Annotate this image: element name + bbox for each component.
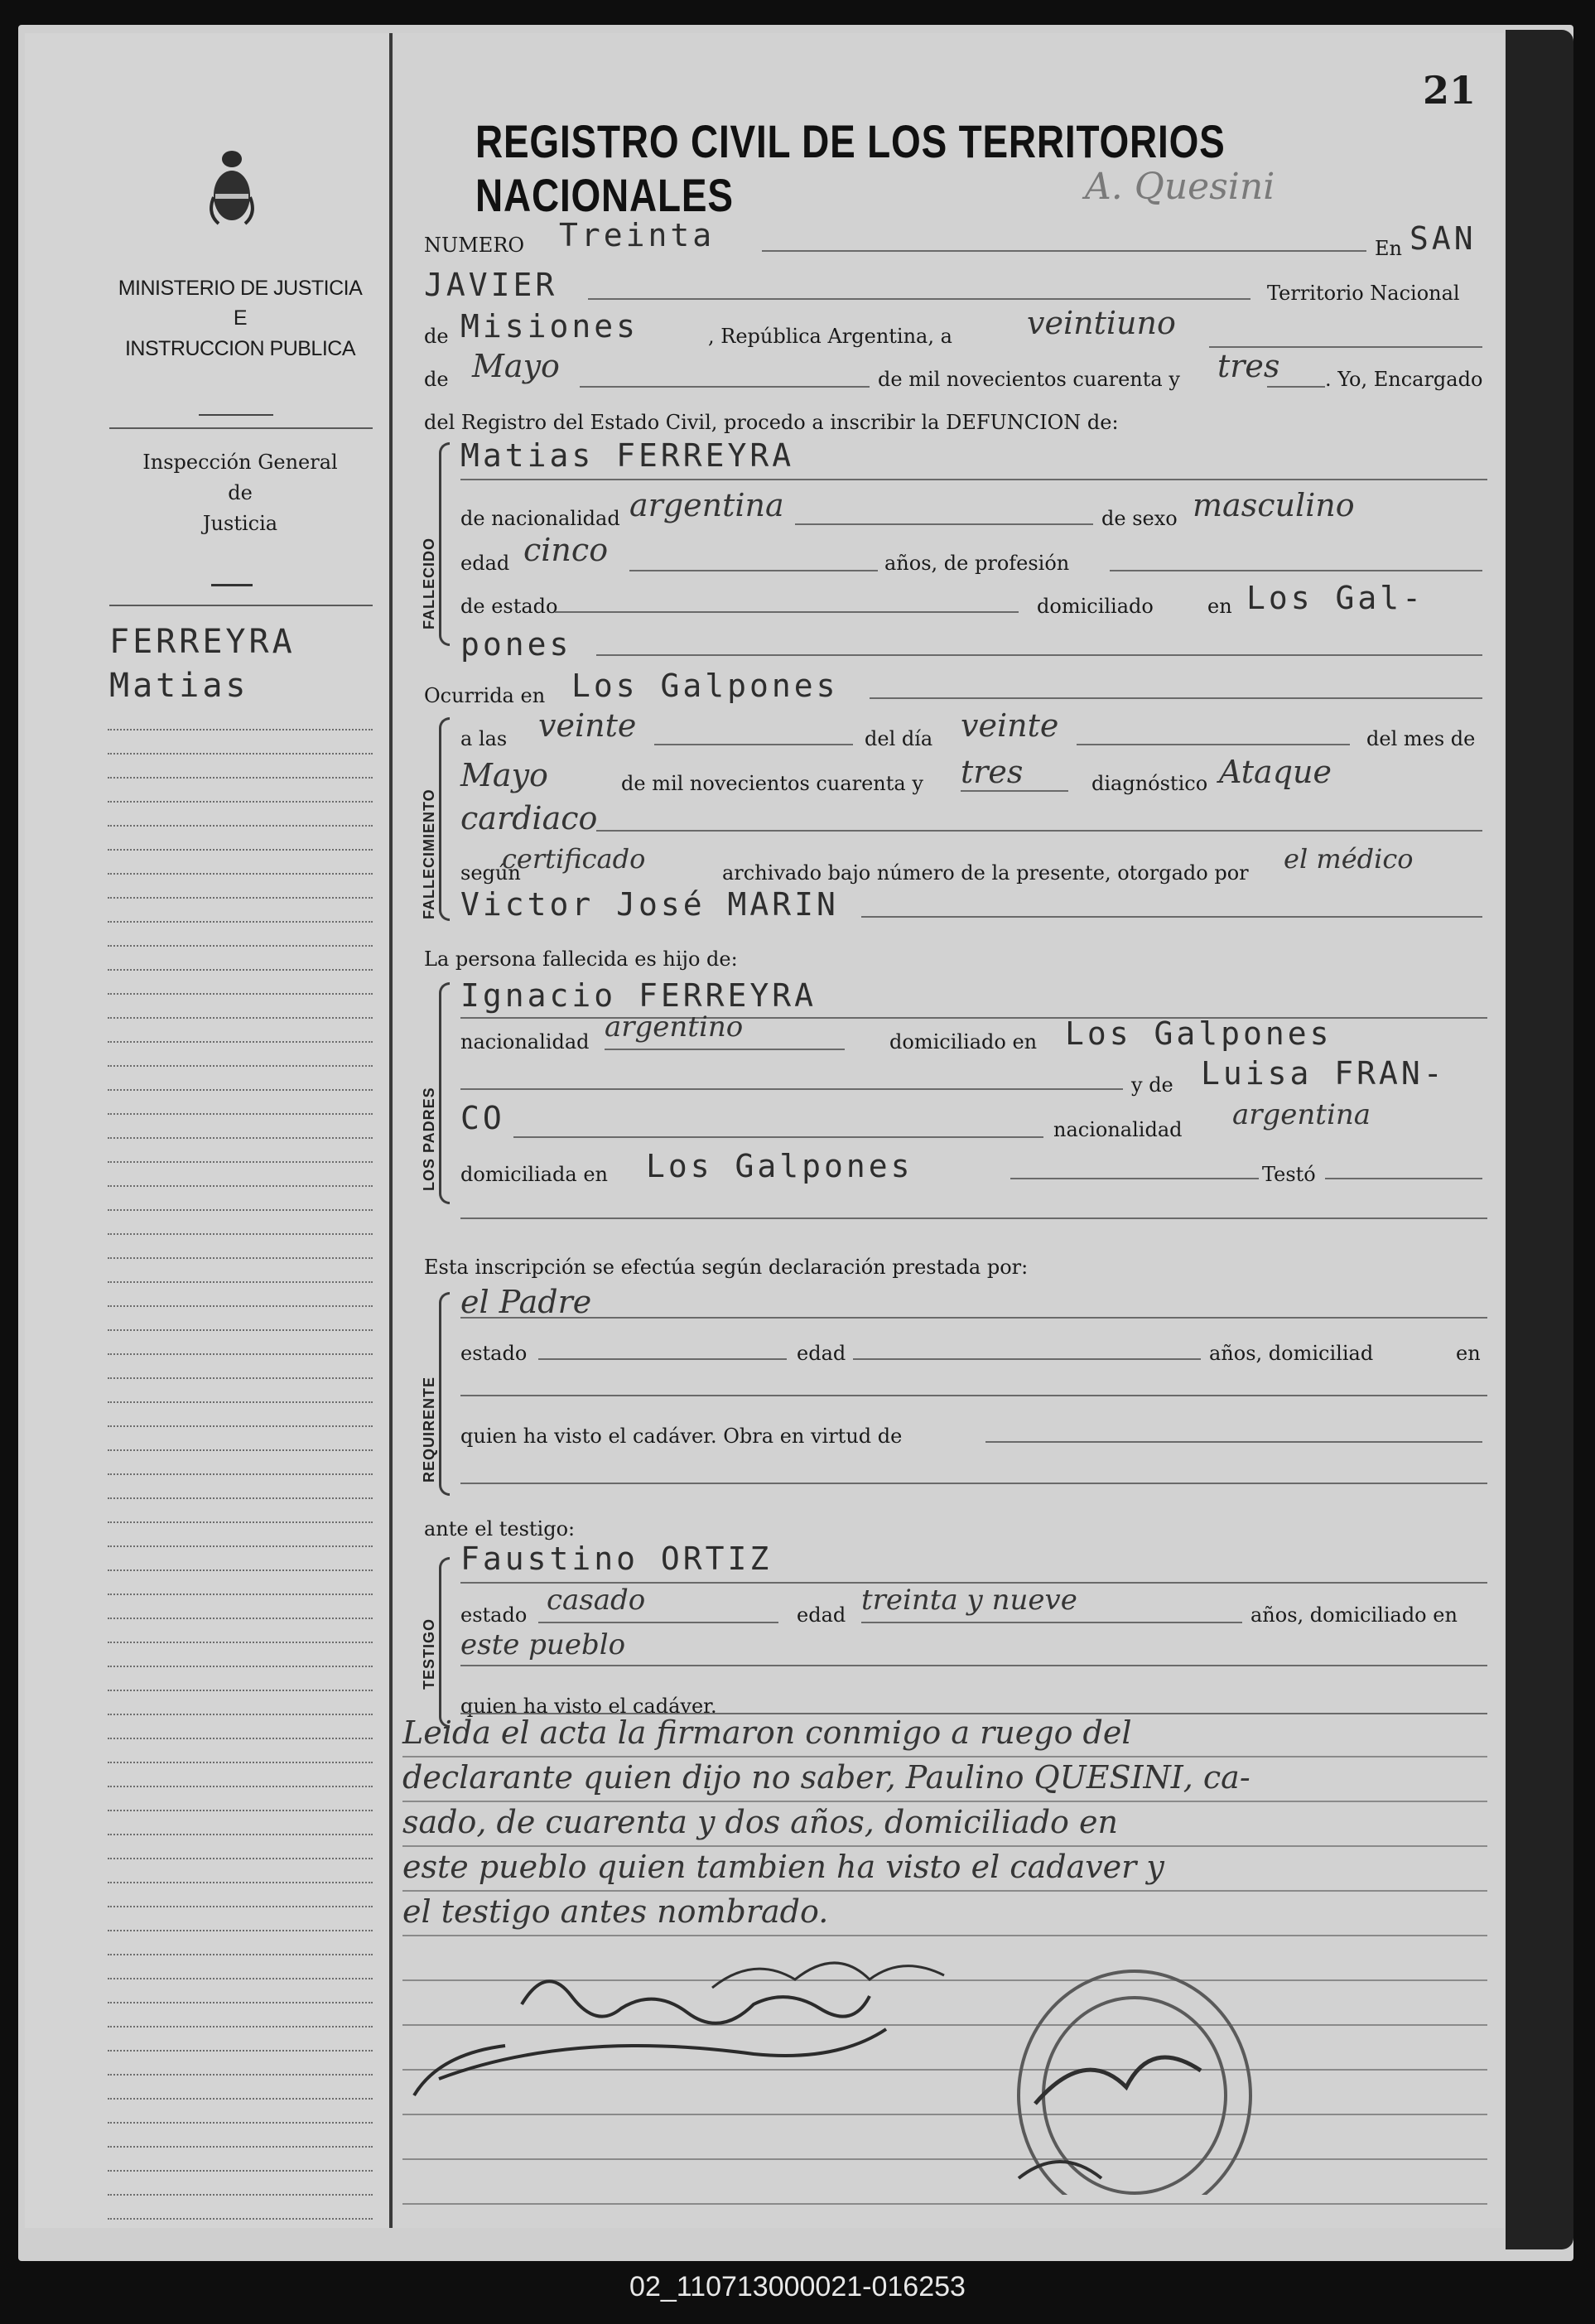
label-domiciliado: domiciliado	[1037, 595, 1154, 618]
note-line-4: este pueblo quien tambien ha visto el cadaver y	[402, 1849, 1164, 1885]
field-testigo-estado: casado	[547, 1584, 646, 1617]
fill-line	[538, 1622, 778, 1623]
page-title: REGISTRO CIVIL DE LOS TERRITORIOS NACIONALES	[475, 115, 1226, 221]
inspection-line-3: Justicia	[202, 512, 278, 536]
label-quien-obra: quien ha visto el cadáver. Obra en virtud de	[460, 1425, 903, 1448]
inspection-line-2: de	[228, 481, 253, 505]
margin-annotation-name: Matias	[109, 667, 249, 705]
margin-rule	[108, 1041, 373, 1043]
margin-rule	[108, 2050, 373, 2052]
margin-rule	[108, 1281, 373, 1283]
margin-rule	[108, 1978, 373, 1979]
book-spine	[1506, 30, 1573, 2249]
label-domiciliada-en: domiciliada en	[460, 1163, 608, 1186]
margin-rule	[108, 1233, 373, 1235]
label-anos-domiciliad: años, domiciliad	[1209, 1342, 1374, 1365]
page-number: 21	[1423, 68, 1477, 113]
ministry-divider	[199, 414, 273, 416]
fill-line	[985, 1441, 1482, 1443]
note-rule	[402, 2203, 1487, 2205]
note-rule	[402, 1756, 1487, 1757]
ministry-line-1: MINISTERIO DE JUSTICIA	[118, 277, 363, 300]
margin-rule	[108, 969, 373, 971]
field-testigo-domicilio: este pueblo	[460, 1628, 626, 1661]
margin-rule	[109, 605, 373, 606]
field-padre: Ignacio FERREYRA	[460, 977, 817, 1014]
label-edad: edad	[460, 552, 510, 575]
fill-line	[605, 1049, 845, 1050]
margin-rule	[108, 1906, 373, 1907]
label-republica: , República Argentina, a	[708, 325, 952, 348]
margin-rule	[108, 1137, 373, 1139]
brace-fallecimiento	[439, 717, 450, 921]
label-domiciliado-en: domiciliado en	[889, 1030, 1038, 1054]
field-numero: Treinta	[559, 217, 716, 253]
note-rule	[402, 1845, 1487, 1847]
ministry-line-3: INSTRUCCION PUBLICA	[124, 336, 356, 360]
margin-rule	[108, 2026, 373, 2027]
margin-rule	[108, 2002, 373, 2003]
margin-rule	[108, 1113, 373, 1115]
field-diagnostico-2: cardiaco	[460, 800, 598, 837]
note-line-3: sado, de cuarenta y dos años, domiciliado en	[402, 1804, 1118, 1840]
label-testo: Testó	[1262, 1163, 1316, 1186]
label-anos-profesion: años, de profesión	[884, 552, 1070, 575]
fill-line	[961, 790, 1068, 792]
field-mes: Mayo	[472, 348, 560, 384]
label-mil-novecientos: de mil novecientos cuarenta y	[878, 368, 1180, 391]
field-lugar-2: JAVIER	[424, 267, 558, 303]
margin-rule	[108, 1353, 373, 1355]
margin-rule	[108, 1545, 373, 1547]
field-lugar-1: SAN	[1409, 220, 1477, 257]
margin-rule	[108, 2098, 373, 2100]
label-segun: según	[460, 861, 521, 885]
margin-rule	[108, 1594, 373, 1595]
field-madre-2: CO	[460, 1100, 505, 1136]
margin-rule	[108, 1786, 373, 1787]
ministry-name	[108, 273, 373, 364]
label-registro: del Registro del Estado Civil, procedo a inscribir la DEFUNCION de:	[424, 411, 1119, 434]
margin-rule	[108, 1473, 373, 1475]
label-ocurrida: Ocurrida en	[424, 684, 546, 707]
margin-rule	[108, 1714, 373, 1715]
image-caption: 02_110713000021-016253	[629, 2271, 966, 2302]
fill-line	[762, 250, 1366, 252]
field-fallecido-nombre: Matias FERREYRA	[460, 437, 795, 474]
label-de: de	[424, 325, 449, 348]
field-medico: Victor José MARIN	[460, 886, 839, 923]
margin-rule	[108, 1425, 373, 1427]
fill-line	[853, 1358, 1201, 1360]
margin-rule	[108, 921, 373, 923]
note-line-1: Leida el acta la firmaron conmigo a ruego del	[402, 1714, 1132, 1751]
fill-line	[861, 1622, 1242, 1623]
section-label-requirente: REQUIRENTE	[421, 1376, 437, 1483]
label-hijo-de: La persona fallecida es hijo de:	[424, 947, 738, 971]
margin-rule	[108, 1257, 373, 1259]
field-otorgado-por: el médico	[1284, 843, 1414, 875]
fill-line	[580, 386, 870, 388]
margin-annotation-surname: FERREYRA	[109, 623, 296, 661]
signature-witness	[414, 1981, 886, 2095]
margin-rule	[108, 1618, 373, 1619]
field-diagnostico-1: Ataque	[1219, 754, 1332, 790]
label-sexo: de sexo	[1101, 507, 1178, 530]
fill-line	[588, 298, 1250, 300]
fill-line	[460, 1217, 1487, 1219]
field-testigo-edad: treinta y nueve	[861, 1584, 1077, 1617]
fill-line	[460, 1088, 1123, 1090]
fill-line	[795, 523, 1093, 525]
note-rule	[402, 1801, 1487, 1802]
label-territorio: Territorio Nacional	[1267, 282, 1460, 305]
margin-rule	[108, 801, 373, 803]
official-stamp-icon	[1019, 1971, 1250, 2195]
label-en-requirente: en	[1456, 1342, 1481, 1365]
margin-rule	[108, 1569, 373, 1571]
label-anos-domiciliado-en: años, domiciliado en	[1250, 1603, 1458, 1627]
field-madre-domicilio: Los Galpones	[646, 1148, 913, 1184]
label-diagnostico: diagnóstico	[1091, 772, 1208, 795]
margin-rule	[108, 1882, 373, 1883]
label-en: En	[1375, 237, 1402, 260]
fill-line	[460, 479, 1487, 480]
fill-line	[460, 1665, 1487, 1666]
label-nacionalidad: de nacionalidad	[460, 507, 620, 530]
fill-line	[460, 1483, 1487, 1484]
section-label-fallecido: FALLECIDO	[421, 538, 437, 629]
field-territorio: Misiones	[460, 308, 639, 345]
fill-line	[1110, 570, 1482, 571]
label-a-las: a las	[460, 727, 508, 750]
margin-rule	[108, 993, 373, 995]
label-nacionalidad-madre: nacionalidad	[1053, 1118, 1183, 1141]
margin-rule	[108, 1810, 373, 1811]
margin-rule	[108, 1497, 373, 1499]
margin-rule	[108, 2146, 373, 2148]
fill-line	[513, 1136, 1043, 1138]
label-estado: de estado	[460, 595, 558, 618]
label-del-dia: del día	[865, 727, 933, 750]
field-anio-fallecimiento: tres	[961, 754, 1024, 790]
margin-rule	[108, 1834, 373, 1835]
brace-testigo	[439, 1557, 450, 1728]
note-line-5: el testigo antes nombrado.	[402, 1893, 829, 1930]
field-sexo: masculino	[1193, 487, 1355, 523]
margin-rule	[108, 849, 373, 851]
label-estado-testigo: estado	[460, 1603, 528, 1627]
field-ocurrida: Los Galpones	[571, 668, 839, 704]
section-label-testigo: TESTIGO	[421, 1618, 437, 1690]
margin-rule	[108, 1209, 373, 1211]
inspection-name	[108, 447, 373, 540]
margin-rule	[108, 729, 373, 730]
ministry-line-2: E	[233, 306, 248, 330]
margin-rule	[108, 1305, 373, 1307]
margin-rule	[108, 1762, 373, 1763]
fill-line	[1325, 1178, 1482, 1179]
margin-rule	[108, 1401, 373, 1403]
label-yo-encargado: . Yo, Encargado	[1325, 368, 1483, 391]
label-nacionalidad-padre: nacionalidad	[460, 1030, 590, 1054]
signature-top: A. Quesini	[1085, 166, 1275, 208]
field-edad: cinco	[523, 532, 609, 568]
fill-line	[538, 1358, 787, 1360]
margin-rule	[108, 1017, 373, 1019]
inspection-line-1: Inspección General	[142, 451, 338, 474]
fill-line	[861, 916, 1482, 918]
margin-rule	[108, 1954, 373, 1955]
field-madre-1: Luisa FRAN-	[1201, 1055, 1446, 1092]
fill-line	[870, 697, 1482, 699]
margin-rule	[108, 1377, 373, 1379]
margin-rule	[108, 1930, 373, 1931]
margin-rule	[108, 1690, 373, 1691]
margin-rule	[108, 873, 373, 875]
inspection-divider	[211, 584, 253, 586]
field-domicilio-1: Los Gal-	[1246, 580, 1425, 616]
field-padre-domicilio: Los Galpones	[1065, 1015, 1332, 1052]
label-numero: NUMERO	[424, 234, 525, 257]
label-archivado: archivado bajo número de la presente, otorgado por	[722, 861, 1249, 885]
fill-line	[1267, 386, 1325, 388]
margin-rule	[108, 945, 373, 947]
field-domicilio-2: pones	[460, 626, 572, 663]
margin-rule	[108, 2218, 373, 2220]
label-edad-testigo: edad	[797, 1603, 846, 1627]
brace-fallecido	[439, 442, 450, 646]
note-rule	[402, 1890, 1487, 1892]
margin-rule	[108, 1738, 373, 1739]
field-anio: tres	[1217, 348, 1280, 384]
margin-rule	[108, 2122, 373, 2124]
field-hora: veinte	[538, 707, 637, 744]
label-edad-requirente: edad	[797, 1342, 846, 1365]
fill-line	[460, 1317, 1487, 1319]
fill-line	[460, 1395, 1487, 1396]
margin-rule	[108, 1329, 373, 1331]
margin-rule	[108, 1858, 373, 1859]
signatures-and-stamp	[406, 1930, 1499, 2195]
fill-line	[1010, 1178, 1259, 1179]
brace-requirente	[439, 1292, 450, 1496]
margin-rule	[108, 2194, 373, 2196]
coat-of-arms-icon	[207, 147, 257, 226]
fill-line	[555, 611, 1019, 613]
label-del-mes: del mes de	[1366, 727, 1476, 750]
section-label-padres: LOS PADRES	[421, 1087, 437, 1191]
margin-rule	[108, 1521, 373, 1523]
brace-padres	[439, 982, 450, 1204]
field-testigo: Faustino ORTIZ	[460, 1540, 773, 1577]
margin-rule	[108, 2170, 373, 2172]
label-y-de: y de	[1131, 1073, 1173, 1097]
margin-rule	[108, 777, 373, 779]
label-quien-visto: quien ha visto el cadáver.	[460, 1695, 717, 1718]
label-de: de	[424, 368, 449, 391]
fill-line	[596, 830, 1482, 832]
margin-rule	[108, 1065, 373, 1067]
margin-rule	[109, 427, 373, 429]
section-label-fallecimiento: FALLECIMIENTO	[421, 788, 437, 919]
field-segun: certificado	[502, 843, 646, 875]
note-line-2: declarante quien dijo no saber, Paulino QUESINI, ca-	[402, 1759, 1250, 1796]
margin-rule	[108, 825, 373, 827]
field-padre-nacionalidad: argentino	[605, 1010, 744, 1044]
label-inscripcion: Esta inscripción se efectúa según declaración prestada por:	[424, 1256, 1029, 1279]
field-madre-nacionalidad: argentina	[1232, 1098, 1371, 1131]
label-mil-novecientos: de mil novecientos cuarenta y	[621, 772, 923, 795]
field-nacionalidad: argentina	[629, 487, 784, 523]
field-mes-fallecimiento: Mayo	[460, 757, 548, 793]
label-ante-testigo: ante el testigo:	[424, 1517, 576, 1540]
margin-rule	[108, 1666, 373, 1667]
margin-rule	[108, 2074, 373, 2076]
margin-rule	[108, 897, 373, 899]
margin-rule	[108, 753, 373, 755]
label-en-lc: en	[1207, 595, 1232, 618]
margin-rule	[108, 1185, 373, 1187]
fill-line	[654, 744, 853, 745]
margin-rule	[108, 1449, 373, 1451]
field-declarante: el Padre	[460, 1284, 592, 1320]
field-dia-fallecimiento: veinte	[961, 707, 1059, 744]
margin-rule	[108, 1089, 373, 1091]
field-dia: veintiuno	[1027, 305, 1176, 341]
fill-line	[1077, 744, 1350, 745]
margin-rule	[108, 1161, 373, 1163]
fill-line	[629, 570, 878, 571]
label-estado-requirente: estado	[460, 1342, 528, 1365]
signature-officer	[712, 1963, 944, 1988]
fill-line	[596, 654, 1482, 656]
margin-rule	[108, 1642, 373, 1643]
